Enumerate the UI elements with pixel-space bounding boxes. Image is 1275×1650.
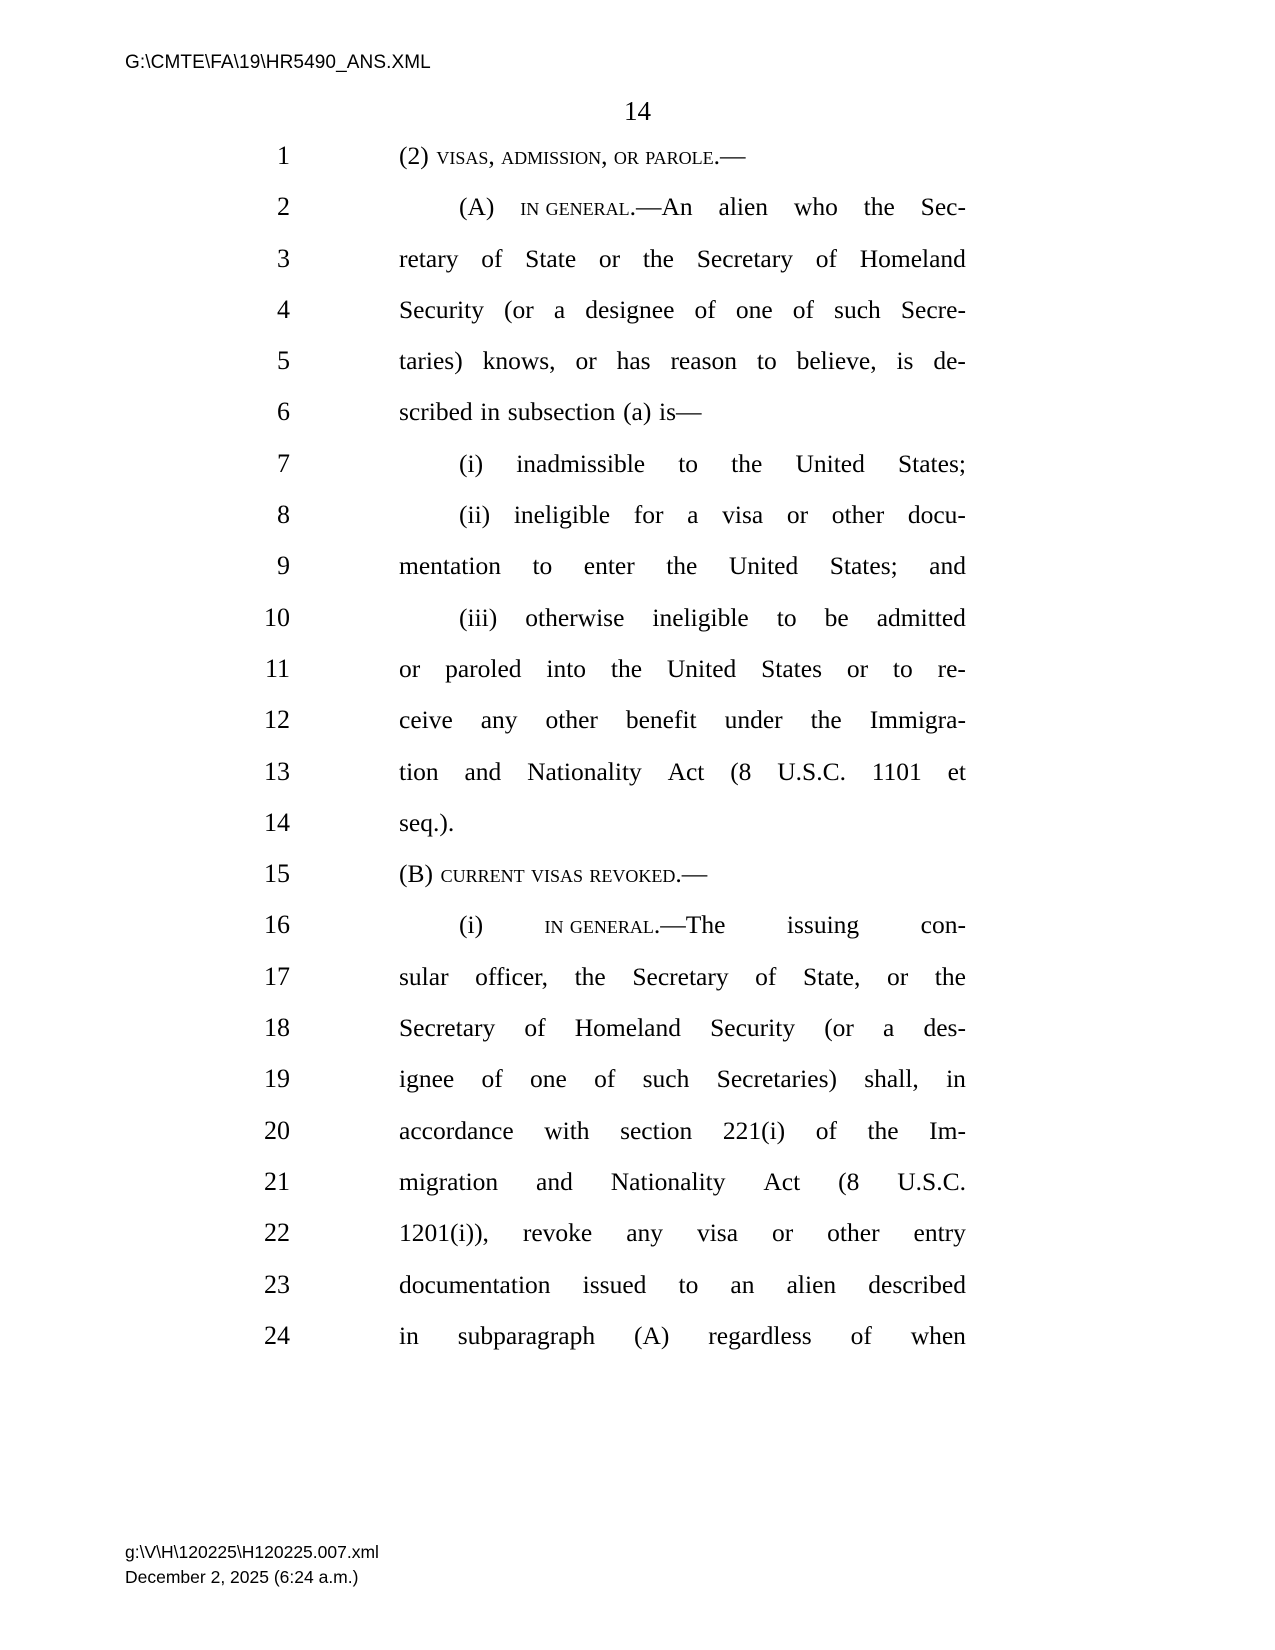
source-file-path-header: G:\CMTE\FA\19\HR5490_ANS.XML [125, 52, 431, 73]
line-text [399, 908, 966, 942]
line-words [399, 908, 966, 942]
line-text [399, 395, 966, 429]
word: visa [722, 500, 764, 530]
word: is— [659, 397, 702, 427]
word: United [666, 653, 737, 683]
word: issued [582, 1269, 647, 1299]
line-number: 16 [264, 910, 290, 940]
line-number: 18 [264, 1013, 290, 1043]
word: State [525, 243, 577, 273]
word: United [728, 551, 799, 581]
word: in general.—The [544, 910, 726, 940]
word: State, [803, 961, 861, 991]
line-text [399, 703, 966, 737]
word: de- [933, 346, 966, 376]
word: (ii) [459, 500, 491, 530]
line-number: 2 [277, 192, 290, 222]
line-text [399, 1165, 966, 1199]
line-words [399, 806, 966, 840]
small-caps-heading: current visas revoked. [440, 859, 682, 889]
word: in [399, 1320, 419, 1350]
word: or [399, 653, 421, 683]
line-text [399, 498, 966, 532]
bill-line [0, 1165, 1275, 1216]
word: current visas revoked.— [440, 859, 708, 889]
word: Nationality [610, 1166, 726, 1196]
bill-line [0, 1268, 1275, 1319]
word: to [532, 551, 553, 581]
word: Secretary [696, 243, 793, 273]
word: des- [923, 1013, 966, 1043]
word: of [594, 1064, 616, 1094]
line-text [399, 755, 966, 789]
line-number: 12 [264, 705, 290, 735]
word: inadmissible [516, 448, 646, 478]
word: under [724, 705, 783, 735]
line-text [399, 652, 966, 686]
word: entry [913, 1218, 966, 1248]
word: Security [710, 1013, 796, 1043]
word: revoke [522, 1218, 593, 1248]
word: to [756, 346, 777, 376]
word: officer, [475, 961, 548, 991]
word: to [678, 1269, 699, 1299]
word: subparagraph [457, 1320, 596, 1350]
line-number: 11 [264, 653, 290, 683]
word: the [574, 961, 606, 991]
word: (8 [838, 1166, 860, 1196]
word: be [824, 602, 849, 632]
line-number: 14 [264, 807, 290, 837]
line-words [399, 1319, 966, 1353]
word: (i) [459, 448, 484, 478]
bill-line [0, 549, 1275, 600]
word: the [863, 192, 895, 222]
line-number: 8 [277, 500, 290, 530]
word: seq.). [399, 807, 455, 837]
line-words [399, 1062, 966, 1096]
line-number: 24 [264, 1320, 290, 1350]
line-words [399, 1114, 966, 1148]
word: has [616, 346, 651, 376]
word: paroled [445, 653, 522, 683]
word: knows, [482, 346, 556, 376]
bill-line [0, 1216, 1275, 1267]
word: of [524, 1013, 546, 1043]
line-text [399, 601, 966, 635]
word: Act [667, 756, 705, 786]
word: the [666, 551, 698, 581]
line-number: 6 [277, 397, 290, 427]
word: Act [763, 1166, 801, 1196]
word: a [553, 294, 566, 324]
word: Secretary [632, 961, 729, 991]
word: to [776, 602, 797, 632]
word: ignee [399, 1064, 455, 1094]
line-text [399, 806, 966, 840]
line-number: 15 [264, 859, 290, 889]
line-words [399, 1268, 966, 1302]
word: enter [583, 551, 635, 581]
bill-line [0, 601, 1275, 652]
word: an [730, 1269, 755, 1299]
line-words [399, 652, 966, 686]
word: docu- [907, 500, 966, 530]
word: (B) [399, 859, 433, 889]
word: and [464, 756, 502, 786]
word: issuing [786, 910, 860, 940]
word: of [792, 294, 814, 324]
bill-line [0, 139, 1275, 190]
word: re- [937, 653, 966, 683]
word: Nationality [527, 756, 642, 786]
line-text [399, 242, 966, 276]
bill-line [0, 703, 1275, 754]
word: documentation [399, 1269, 551, 1299]
word: of [755, 961, 777, 991]
word: tion [399, 756, 439, 786]
word: in [480, 397, 501, 427]
bill-line [0, 1114, 1275, 1165]
word: the [934, 961, 966, 991]
word: ineligible [652, 602, 749, 632]
line-number: 9 [277, 551, 290, 581]
line-words [399, 755, 966, 789]
line-words [399, 703, 966, 737]
word: is [896, 346, 914, 376]
word: sular [399, 961, 449, 991]
word: of [694, 294, 716, 324]
word: (a) [623, 397, 652, 427]
word: con- [920, 910, 966, 940]
word: scribed [399, 397, 473, 427]
line-number: 23 [264, 1269, 290, 1299]
line-text [399, 344, 966, 378]
word: or [598, 243, 621, 273]
word: Homeland [859, 243, 966, 273]
bill-line [0, 1319, 1275, 1370]
word: for [633, 500, 664, 530]
word: of [815, 243, 837, 273]
line-text [399, 1268, 966, 1302]
line-text [399, 1319, 966, 1353]
word: designee [585, 294, 675, 324]
footer-timestamp: December 2, 2025 (6:24 a.m.) [125, 1567, 359, 1587]
word: a [883, 1013, 895, 1043]
word: States; [897, 448, 966, 478]
word: ineligible [513, 500, 611, 530]
line-words [399, 549, 966, 583]
line-number: 1 [277, 141, 290, 170]
line-words [399, 1165, 966, 1199]
word: U.S.C. [777, 756, 846, 786]
word: with [544, 1115, 590, 1145]
bill-line [0, 447, 1275, 498]
word: et [947, 756, 966, 786]
line-number: 5 [277, 346, 290, 376]
line-text [399, 293, 966, 327]
word: taries) [399, 346, 463, 376]
word: of [815, 1115, 837, 1145]
word: 221(i) [722, 1115, 786, 1145]
word: otherwise [525, 602, 625, 632]
word: other [831, 500, 885, 530]
word: (or [824, 1013, 854, 1043]
line-words [399, 293, 966, 327]
word: (iii) [459, 602, 498, 632]
bill-line [0, 242, 1275, 293]
bill-line [0, 344, 1275, 395]
word: of [481, 243, 503, 273]
bill-line [0, 190, 1275, 241]
word: ceive [399, 705, 453, 735]
line-number: 13 [264, 756, 290, 786]
bill-line [0, 755, 1275, 806]
line-number: 22 [264, 1218, 290, 1248]
word: such [642, 1064, 690, 1094]
word: or [575, 346, 597, 376]
word: alien [718, 192, 769, 222]
line-words [399, 447, 966, 481]
word: Secretaries) [716, 1064, 837, 1094]
bill-line [0, 652, 1275, 703]
document-footer [125, 1540, 379, 1590]
line-text [399, 1062, 966, 1096]
word: a [687, 500, 699, 530]
line-text [399, 1011, 966, 1045]
word: (A) [634, 1320, 670, 1350]
bill-line [0, 908, 1275, 959]
word: the [810, 705, 842, 735]
word: Homeland [574, 1013, 681, 1043]
word: to [678, 448, 699, 478]
word: such [834, 294, 881, 324]
line-number: 7 [277, 448, 290, 478]
word: retary [399, 243, 459, 273]
line-text [399, 1216, 966, 1250]
line-words [399, 601, 966, 635]
bill-line [0, 498, 1275, 549]
word: in [946, 1064, 966, 1094]
line-words [399, 1216, 966, 1250]
line-text [399, 960, 966, 994]
word: Secretary [399, 1013, 496, 1043]
word: one [530, 1064, 567, 1094]
line-number: 4 [277, 294, 290, 324]
bill-line [0, 293, 1275, 344]
small-caps-heading: in general. [544, 910, 661, 940]
word: reason [670, 346, 737, 376]
word: Security [399, 294, 484, 324]
bill-line [0, 857, 1275, 908]
word: who [793, 192, 838, 222]
line-number: 19 [264, 1064, 290, 1094]
footer-file-path: g:\V\H\120225\H120225.007.xml [125, 1542, 379, 1562]
word: the [867, 1115, 899, 1145]
word: subsection [507, 397, 616, 427]
line-number: 10 [264, 602, 290, 632]
bill-text-body [0, 139, 1275, 1370]
small-caps-heading: in general. [520, 192, 636, 222]
word: visa [696, 1218, 739, 1248]
page-number: 14 [624, 96, 651, 126]
line-number: 17 [264, 961, 290, 991]
line-words [399, 242, 966, 276]
line-words [399, 395, 966, 429]
line-number: 21 [264, 1166, 290, 1196]
word: and [929, 551, 966, 581]
word: the [642, 243, 674, 273]
bill-line [0, 1011, 1275, 1062]
word: admitted [876, 602, 966, 632]
line-text [399, 139, 966, 173]
word: visas, admission, or parole.— [436, 141, 746, 170]
line-words [399, 344, 966, 378]
word: 1201(i)), [399, 1218, 489, 1248]
word: regardless [708, 1320, 812, 1350]
line-words [399, 857, 966, 891]
line-words [399, 139, 966, 173]
bill-line [0, 395, 1275, 446]
word: one [735, 294, 773, 324]
word: and [536, 1166, 573, 1196]
line-text [399, 549, 966, 583]
small-caps-heading: visas, admission, or parole. [436, 141, 721, 170]
line-text [399, 1114, 966, 1148]
line-text [399, 447, 966, 481]
word: (i) [459, 910, 484, 940]
word: U.S.C. [897, 1166, 966, 1196]
word: the [610, 653, 643, 683]
word: accordance [399, 1115, 514, 1145]
bill-line [0, 960, 1275, 1011]
word: migration [399, 1166, 499, 1196]
word: in general.—An [520, 192, 693, 222]
line-text [399, 190, 966, 224]
line-words [399, 498, 966, 532]
word: or [786, 500, 809, 530]
word: or [846, 653, 869, 683]
line-number: 3 [277, 243, 290, 273]
word: benefit [625, 705, 697, 735]
word: (2) [399, 141, 429, 170]
word: (8 [730, 756, 752, 786]
word: Immigra- [869, 705, 966, 735]
word: mentation [399, 551, 501, 581]
word: 1101 [871, 756, 922, 786]
word: believe, [796, 346, 877, 376]
word: any [480, 705, 518, 735]
word: United [795, 448, 865, 478]
word: (A) [459, 192, 495, 222]
line-words [399, 190, 966, 224]
word: (or [504, 294, 534, 324]
word: into [546, 653, 587, 683]
bill-line [0, 1062, 1275, 1113]
word: section [620, 1115, 693, 1145]
line-words [399, 1011, 966, 1045]
line-text [399, 857, 966, 891]
word: when [910, 1320, 966, 1350]
word: Secre- [900, 294, 966, 324]
line-number: 20 [264, 1115, 290, 1145]
word: of [850, 1320, 872, 1350]
word: to [892, 653, 913, 683]
word: or [771, 1218, 794, 1248]
word: the [731, 448, 763, 478]
word: shall, [864, 1064, 919, 1094]
word: Sec- [920, 192, 966, 222]
word: alien [786, 1269, 837, 1299]
line-words [399, 960, 966, 994]
bill-line [0, 806, 1275, 857]
word: or [886, 961, 909, 991]
word: other [827, 1218, 880, 1248]
word: of [481, 1064, 503, 1094]
word: any [626, 1218, 664, 1248]
word: described [868, 1269, 966, 1299]
word: States; [829, 551, 898, 581]
word: other [545, 705, 598, 735]
word: States [761, 653, 823, 683]
word: Im- [929, 1115, 966, 1145]
